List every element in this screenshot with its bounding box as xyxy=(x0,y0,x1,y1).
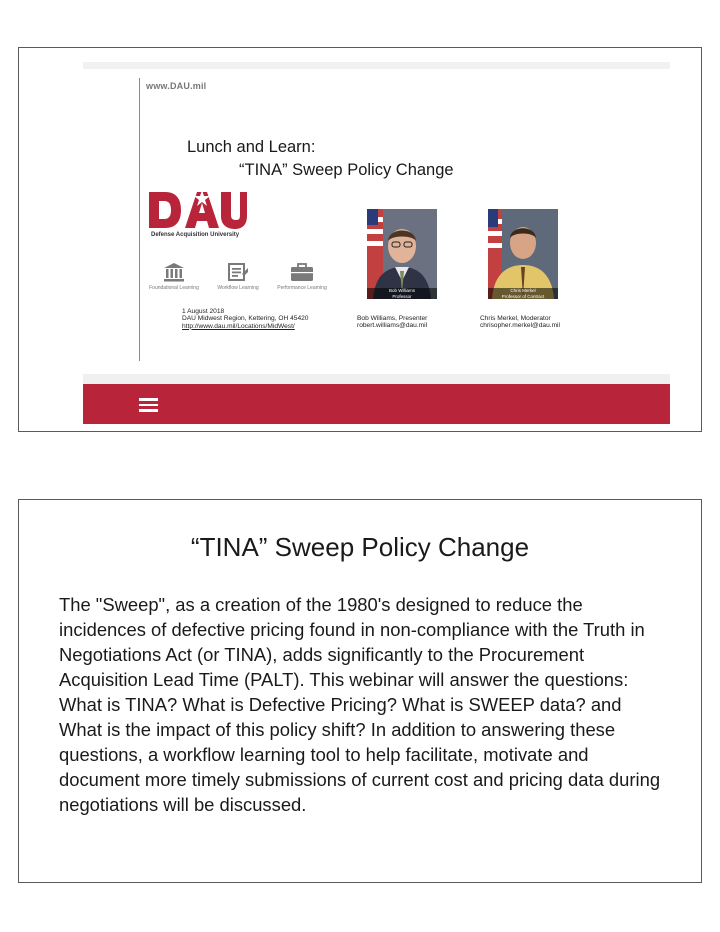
slide-2 xyxy=(18,499,702,883)
event-location: DAU Midwest Region, Kettering, OH 45420 xyxy=(182,315,309,323)
hamburger-menu-icon[interactable] xyxy=(139,398,158,412)
moderator-info xyxy=(480,315,560,330)
category-foundational xyxy=(143,262,205,291)
logo-subtitle: Defense Acquisition University xyxy=(151,232,240,238)
presenter-caption: Bob Williams Professor xyxy=(367,288,437,299)
title-line-1: Lunch and Learn: xyxy=(187,138,316,156)
slide2-title: “TINA” Sweep Policy Change xyxy=(190,532,530,562)
moderator-caption: Chris Merkel Professor of Contract Management xyxy=(488,288,558,299)
top-band xyxy=(83,62,670,69)
presenter-name: Bob Williams, Presenter xyxy=(357,315,428,322)
document-icon xyxy=(227,262,249,282)
category-label: Workflow Learning xyxy=(217,285,259,291)
slide2-body: The "Sweep", as a creation of the 1980's designed to reduce the incidences of defective pricing found in non-compliance with the Truth in Negotiations Act (or TINA), adds significantly to the Procurement Acquisition Lead Time (PALT). This webinar will answer the questions: What is TINA? What is Defective Pricing? What is SWEEP data? and What is the impact of this policy shift? In addition to answering these questions, a workflow learning tool to help facilitate, motivate and document more timely submissions of current cost and pricing data during negotiations will be discussed. xyxy=(59,594,661,815)
footer-red-bar xyxy=(83,384,670,424)
moderator-photo xyxy=(488,209,558,304)
footer-gray-band xyxy=(83,374,670,384)
category-label: Foundational Learning xyxy=(149,285,199,291)
category-performance xyxy=(271,262,333,291)
category-label: Performance Learning xyxy=(277,285,327,291)
site-url: www.DAU.mil xyxy=(146,81,207,91)
presenter-photo xyxy=(367,209,437,299)
event-link[interactable]: http://www.dau.mil/Locations/MidWest/ xyxy=(182,322,295,330)
vertical-divider xyxy=(139,78,140,361)
building-icon xyxy=(163,262,185,282)
moderator-email: chrisopher.merkel@dau.mil xyxy=(480,322,560,330)
category-workflow xyxy=(207,262,269,291)
event-info xyxy=(182,308,308,330)
title-line-2: “TINA” Sweep Policy Change xyxy=(239,161,454,179)
briefcase-icon xyxy=(290,262,314,282)
presenter-email: robert.williams@dau.mil xyxy=(357,322,428,330)
slide-1 xyxy=(18,47,702,432)
event-date: 1 August 2018 xyxy=(182,308,225,315)
moderator-name: Chris Merkel, Moderator xyxy=(480,315,551,322)
presenter-info xyxy=(357,315,427,330)
